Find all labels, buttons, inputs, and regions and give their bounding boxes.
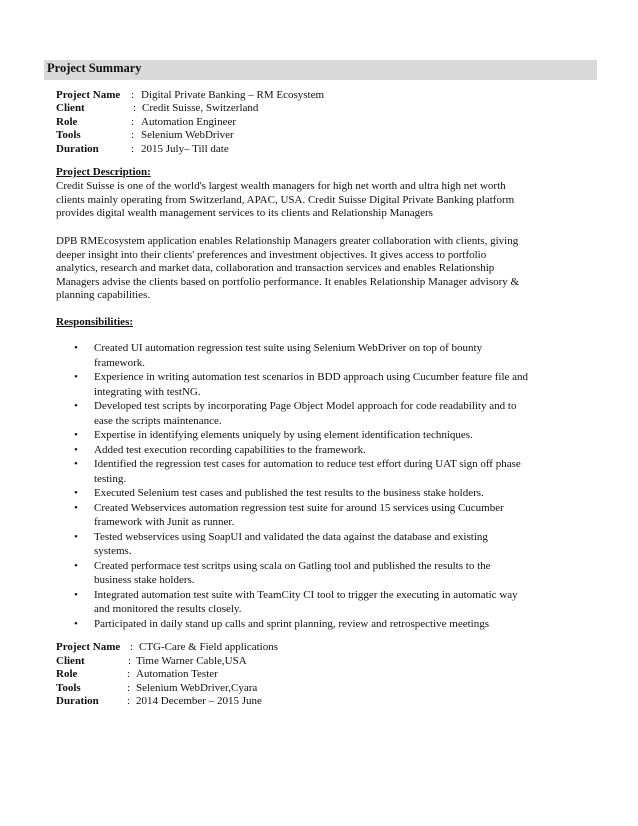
- text-line: Created Webservices automation regression test suite for around 15 services using Cucumber: [94, 501, 504, 514]
- text-line: framework with Junit as runner.: [94, 516, 235, 528]
- text-line: Created performace test scritps using scala on Gatling tool and published the results to the: [94, 559, 491, 572]
- field-separator: :: [131, 89, 135, 101]
- field-value: CTG-Care & Field applications: [139, 641, 278, 653]
- text-line: Created UI automation regression test suite using Selenium WebDriver on top of bounty: [94, 342, 483, 354]
- field-value: 2015 July– Till date: [141, 143, 229, 155]
- list-item: [56, 588, 596, 617]
- list-item: [56, 370, 596, 399]
- bullet-icon: •: [74, 588, 78, 601]
- text-line: Managers advise the clients based on portfolio performance. It enables Relationship Manager advisory &: [56, 275, 520, 288]
- bullet-icon: •: [74, 400, 78, 412]
- text-line: ease the scripts maintenance.: [94, 414, 222, 427]
- bullet-icon: •: [74, 342, 78, 354]
- bullet-icon: •: [74, 458, 78, 470]
- list-item: [56, 559, 596, 588]
- text-line: Integrated automation test suite with TeamCity CI tool to trigger the executing in automatic way: [94, 588, 518, 601]
- field-key: Duration: [56, 143, 99, 155]
- bullet-icon: •: [74, 559, 78, 572]
- text-line: Identified the regression test cases for automation to reduce test effort during UAT sign off phase: [94, 458, 521, 470]
- field-key: Tools: [56, 129, 81, 141]
- list-item: [56, 501, 596, 530]
- responsibilities-heading: Responsibilities:: [56, 316, 134, 328]
- field-value: 2014 December – 2015 June: [136, 695, 262, 707]
- field-value: Time Warner Cable,USA: [136, 655, 247, 667]
- field-separator: :: [131, 129, 135, 141]
- text-line: integrating with testNG.: [94, 385, 201, 398]
- text-line: clients mainly operating from Switzerland, APAC, USA. Credit Suisse Digital Private Banking platform: [56, 193, 515, 206]
- text-line: DPB RMEcosystem application enables Relationship Managers greater collaboration with clients, giving: [56, 235, 519, 247]
- project-description-heading: Project Description:: [56, 166, 151, 178]
- text-line: framework.: [94, 356, 146, 369]
- bullet-icon: •: [74, 530, 78, 543]
- section-header-bar: [44, 60, 597, 80]
- field-separator: :: [127, 695, 131, 707]
- text-line: planning capabilities.: [56, 289, 151, 301]
- text-line: Executed Selenium test cases and published the test results to the business stake holders.: [94, 487, 484, 499]
- field-separator: :: [131, 116, 135, 128]
- responsibilities-list: [56, 341, 596, 631]
- bullet-icon: •: [74, 443, 78, 456]
- list-item: [56, 443, 596, 458]
- list-item: [56, 617, 596, 632]
- field-separator: :: [133, 102, 137, 114]
- field-separator: :: [127, 682, 131, 694]
- list-item: [56, 399, 596, 428]
- field-key: Role: [56, 116, 78, 128]
- field-value: Selenium WebDriver,Cyara: [136, 682, 258, 694]
- text-line: analytics, research and market data, collaboration and transaction services and enables Relationship: [56, 262, 495, 274]
- field-key: Project Name: [56, 641, 121, 653]
- section-title: Project Summary: [47, 61, 142, 75]
- text-line: Added test execution recording capabilities to the framework.: [94, 443, 366, 456]
- field-key: Tools: [56, 682, 81, 694]
- bullet-icon: •: [74, 501, 78, 514]
- field-value: Credit Suisse, Switzerland: [142, 102, 259, 114]
- text-line: testing.: [94, 472, 127, 485]
- list-item: [56, 341, 596, 370]
- list-item: [56, 486, 596, 501]
- text-line: Participated in daily stand up calls and sprint planning, review and retrospective meetings: [94, 617, 489, 630]
- description-paragraph-2: [56, 235, 576, 303]
- field-value: Automation Tester: [136, 668, 218, 680]
- bullet-icon: •: [74, 617, 78, 630]
- text-line: Developed test scripts by incorporating Page Object Model approach for code readability and to: [94, 400, 517, 412]
- list-item: [56, 457, 596, 486]
- list-item: [56, 428, 596, 443]
- bullet-icon: •: [74, 371, 78, 383]
- field-separator: :: [128, 655, 132, 667]
- field-value: Selenium WebDriver: [141, 129, 234, 141]
- text-line: Experience in writing automation test scenarios in BDD approach using Cucumber feature file and: [94, 371, 529, 383]
- bullet-icon: •: [74, 429, 78, 441]
- text-line: business stake holders.: [94, 574, 195, 586]
- field-key: Project Name: [56, 89, 121, 101]
- bullet-icon: •: [74, 487, 78, 499]
- field-key: Role: [56, 668, 78, 680]
- text-line: and monitored the results closely.: [94, 603, 242, 615]
- field-key: Client: [56, 655, 85, 667]
- text-line: Tested webservices using SoapUI and validated the data against the database and existing: [94, 530, 488, 543]
- text-line: deeper insight into their clients' preferences and investment objectives. It gives access to portfolio: [56, 248, 487, 261]
- field-key: Duration: [56, 695, 99, 707]
- text-line: Expertise in identifying elements uniquely by using element identification techniques.: [94, 429, 473, 441]
- text-line: provides digital wealth management services to its clients and Relationship Managers: [56, 207, 433, 219]
- field-key: Client: [56, 102, 85, 114]
- field-value: Digital Private Banking – RM Ecosystem: [141, 89, 325, 101]
- list-item: [56, 530, 596, 559]
- description-paragraph-1: [56, 180, 576, 221]
- field-separator: :: [131, 143, 135, 155]
- field-separator: :: [130, 641, 134, 653]
- text-line: Credit Suisse is one of the world's largest wealth managers for high net worth and ultra high net worth: [56, 180, 506, 192]
- text-line: systems.: [94, 545, 132, 557]
- field-value: Automation Engineer: [141, 116, 237, 128]
- field-separator: :: [127, 668, 131, 680]
